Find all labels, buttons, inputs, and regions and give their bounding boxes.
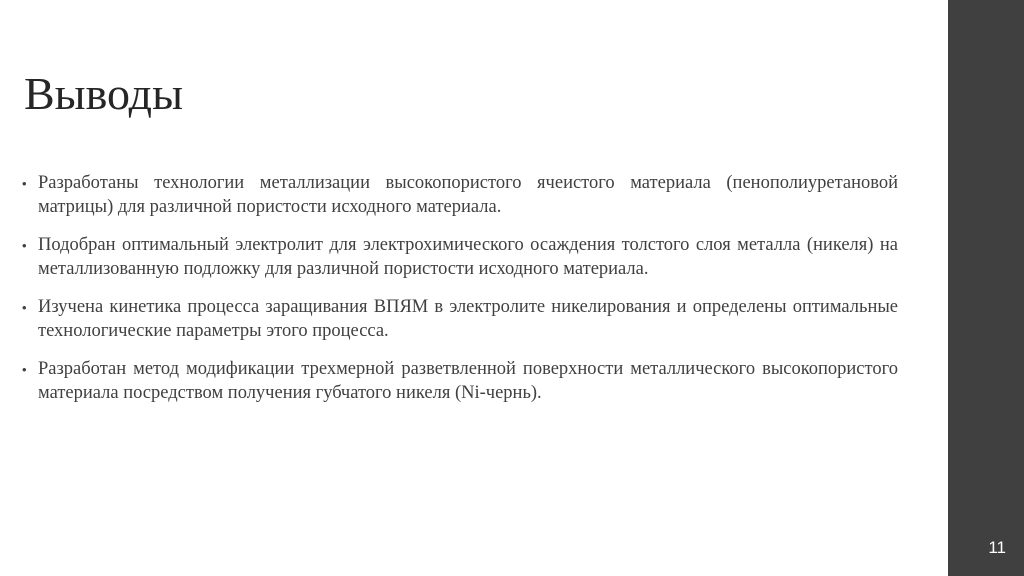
bullet-icon: •	[22, 300, 27, 315]
list-item	[22, 172, 898, 219]
list-item-text: Разработан метод модификации трехмерной разветвленной поверхности металлического высокопористого материала посредством получения губчатого никеля (Ni-чернь).	[38, 359, 898, 403]
bullet-icon: •	[22, 238, 27, 253]
list-item	[22, 358, 898, 405]
conclusions-list	[22, 172, 898, 420]
slide-title: Выводы	[24, 68, 183, 119]
list-item-text: Подобран оптимальный электролит для электрохимического осаждения толстого слоя металла (никеля) на металлизованную подложку для различной пористости исходного материала.	[38, 235, 898, 279]
bullet-icon: •	[22, 176, 27, 191]
list-item-text: Изучена кинетика процесса заращивания ВПЯМ в электролите никелирования и определены оптимальные технологические параметры этого процесса.	[38, 297, 898, 341]
list-item	[22, 296, 898, 343]
bullet-icon: •	[22, 362, 27, 377]
list-item	[22, 234, 898, 281]
list-item-text: Разработаны технологии металлизации высокопористого ячеистого материала (пенополиуретановой матрицы) для различной пористости исходного материала.	[38, 173, 898, 217]
side-bar	[948, 0, 1024, 576]
page-number: 11	[988, 538, 1006, 557]
